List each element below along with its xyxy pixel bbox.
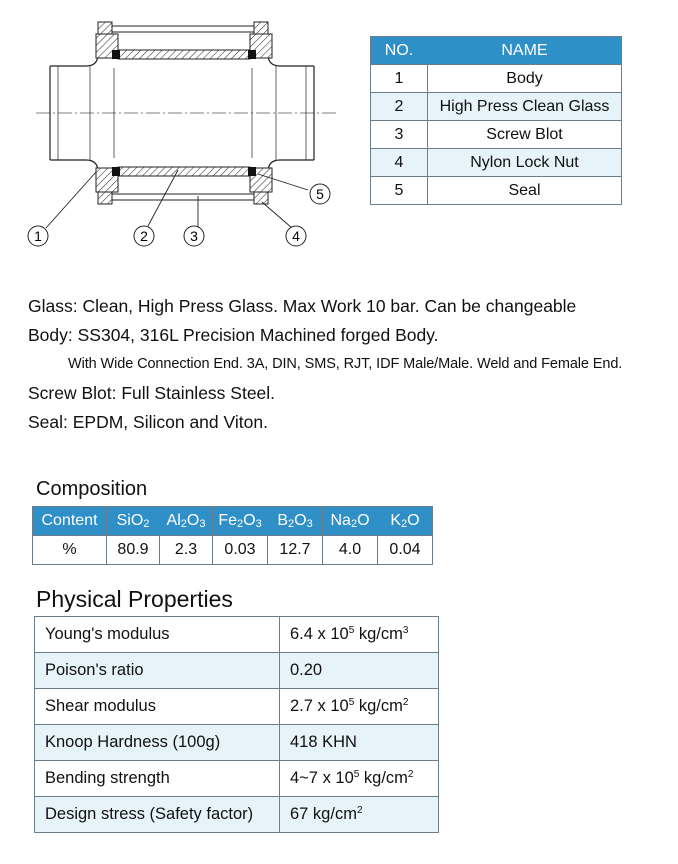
- parts-table: [370, 36, 622, 205]
- table-row: [35, 617, 439, 653]
- property-value: 4~7 x $10^5$ $kg/cm^2$: [280, 761, 439, 797]
- oxide-header: $B_2O_3$: [268, 507, 323, 536]
- svg-text:1: 1: [34, 228, 42, 244]
- oxide-header: $Fe_2O_3$: [213, 507, 268, 536]
- property-name: Poison's ratio: [35, 653, 280, 689]
- svg-text:3: 3: [190, 228, 198, 244]
- composition-title: Composition: [36, 478, 148, 500]
- composition-header-row: [33, 507, 433, 536]
- table-row: [33, 536, 433, 565]
- composition-table: [32, 506, 433, 565]
- callout-2: [134, 226, 154, 246]
- composition-value: 2.3: [160, 536, 213, 565]
- callout-5: [310, 184, 330, 204]
- composition-value: 12.7: [268, 536, 323, 565]
- composition-value: 4.0: [323, 536, 378, 565]
- table-row: [371, 93, 622, 121]
- parts-header-no: NO.: [371, 37, 428, 65]
- part-name: Screw Blot: [428, 121, 622, 149]
- part-name: High Press Clean Glass: [428, 93, 622, 121]
- property-value: 0.20: [280, 653, 439, 689]
- parts-header-row: [371, 37, 622, 65]
- svg-text:5: 5: [316, 186, 324, 202]
- parts-header-name: NAME: [428, 37, 622, 65]
- part-no: 5: [371, 177, 428, 205]
- property-name: Design stress (Safety factor): [35, 797, 280, 833]
- part-name: Body: [428, 65, 622, 93]
- property-value: 418 KHN: [280, 725, 439, 761]
- composition-value: 0.04: [378, 536, 433, 565]
- property-name: Shear modulus: [35, 689, 280, 725]
- table-row: [35, 797, 439, 833]
- table-row: [35, 725, 439, 761]
- property-name: Knoop Hardness (100g): [35, 725, 280, 761]
- composition-value: 0.03: [213, 536, 268, 565]
- property-value: 6.4 x $10^5$ $kg/cm^3$: [280, 617, 439, 653]
- screw-spec: Screw Blot: Full Stainless Steel.: [28, 383, 276, 403]
- callout-1: [28, 226, 48, 246]
- sight-glass-section-diagram: [18, 10, 348, 255]
- part-no: 4: [371, 149, 428, 177]
- oxide-header: $K_2O$: [378, 507, 433, 536]
- physical-properties-title: Physical Properties: [36, 586, 233, 612]
- body-spec: Body: SS304, 316L Precision Machined forged Body.: [28, 325, 439, 345]
- table-row: [371, 149, 622, 177]
- property-value: 67 $kg/cm^2$: [280, 797, 439, 833]
- oxide-header: $Na_2O$: [323, 507, 378, 536]
- body-outline: [50, 48, 314, 176]
- glass-spec: Glass: Clean, High Press Glass. Max Work 10 bar. Can be changeable: [28, 296, 577, 316]
- property-value: 2.7 x $10^5$ $kg/cm^2$: [280, 689, 439, 725]
- callout-3: [184, 226, 204, 246]
- table-row: [371, 65, 622, 93]
- composition-value: 80.9: [107, 536, 160, 565]
- callout-4: [286, 226, 306, 246]
- part-no: 3: [371, 121, 428, 149]
- property-name: Young's modulus: [35, 617, 280, 653]
- table-row: [35, 689, 439, 725]
- oxide-header: SiO$_2$: [107, 507, 160, 536]
- seal-spec: Seal: EPDM, Silicon and Viton.: [28, 412, 268, 432]
- composition-row-label: %: [33, 536, 107, 565]
- svg-text:4: 4: [292, 228, 300, 244]
- table-row: [35, 761, 439, 797]
- table-row: [371, 121, 622, 149]
- table-row: [371, 177, 622, 205]
- property-name: Bending strength: [35, 761, 280, 797]
- svg-text:2: 2: [140, 228, 148, 244]
- part-name: Seal: [428, 177, 622, 205]
- part-name: Nylon Lock Nut: [428, 149, 622, 177]
- composition-header-label: Content: [33, 507, 107, 536]
- oxide-header: $Al_2O_3$: [160, 507, 213, 536]
- table-row: [35, 653, 439, 689]
- part-no: 1: [371, 65, 428, 93]
- body-detail-spec: With Wide Connection End. 3A, DIN, SMS, RJT, IDF Male/Male. Weld and Female End.: [68, 356, 623, 372]
- specification-description: [28, 292, 668, 437]
- part-no: 2: [371, 93, 428, 121]
- physical-properties-table: [34, 616, 439, 833]
